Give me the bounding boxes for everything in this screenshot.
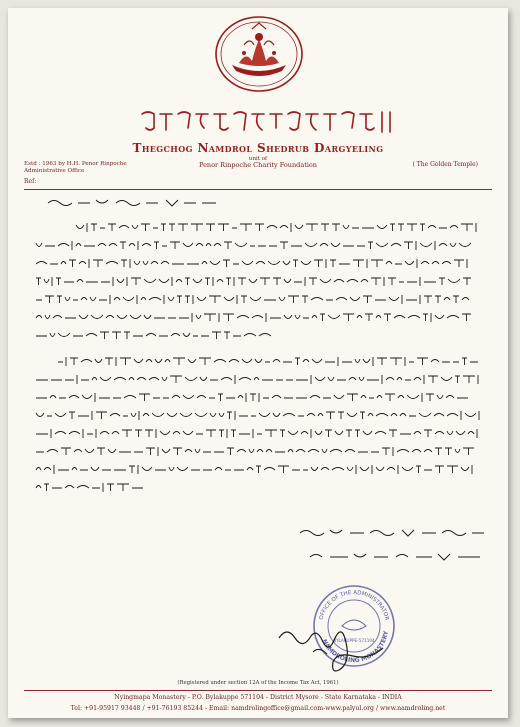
registration-note: (Registered under section 12A of the Income Tax Act, 1961)	[177, 680, 339, 686]
body-text-line	[36, 241, 471, 250]
footer-contact: Tel: +91-95917 93448 / +91-76193 85244 - Email: namdrolingoffice@gmail.com-www.palyul.org / www.namdroling.net	[70, 705, 446, 712]
tibetan-title-script	[138, 106, 398, 136]
body-text-line	[36, 313, 471, 322]
reference-number-line	[46, 196, 226, 210]
body-text-line	[36, 375, 478, 384]
footer-divider	[24, 690, 492, 691]
stamp-top-text: OFFICE OF THE ADMINISTRATOR	[318, 589, 390, 622]
letter-sheet	[8, 8, 508, 718]
charity-foundation-name: Penor Rinpoche Charity Foundation	[198, 161, 317, 169]
unit-of-label: unit of	[248, 156, 268, 162]
handwritten-signature	[273, 608, 393, 678]
ref-label: Ref:	[24, 178, 37, 185]
body-text-line	[36, 332, 271, 339]
body-text-line	[36, 295, 469, 304]
date-line	[308, 550, 488, 564]
body-text-line	[36, 277, 471, 286]
body-text-line	[36, 411, 479, 420]
letter-body-text	[34, 220, 484, 520]
lotus-emblem	[214, 15, 304, 93]
body-text-line	[58, 357, 478, 366]
body-text-line	[36, 393, 468, 402]
admin-office-line: Administrative Office	[24, 168, 85, 174]
stamp-center-text: BYLAKUPPE-571104	[333, 638, 375, 643]
estd-line: Estd : 1963 by H.H. Penor Rinpoche	[24, 161, 127, 167]
stamp-bottom-text: NAMDROLING MONASTERY	[320, 630, 390, 665]
footer-address: Nyingmapa Monastery - P.O. Bylakuppe 571104 - District Mysore - State Karnataka - INDIA	[114, 694, 402, 701]
body-text-line	[36, 259, 467, 268]
body-text-line	[36, 447, 474, 456]
organization-name: Thegchog Namdrol Shedrub Dargyeling	[132, 141, 384, 155]
established-info	[24, 161, 127, 175]
closing-line	[298, 526, 488, 540]
body-text-line	[76, 223, 476, 232]
body-text-line	[36, 465, 472, 474]
header-divider	[24, 189, 492, 190]
body-text-line	[36, 483, 143, 492]
golden-temple-label: ( The Golden Temple)	[412, 161, 478, 168]
body-text-line	[36, 429, 477, 438]
